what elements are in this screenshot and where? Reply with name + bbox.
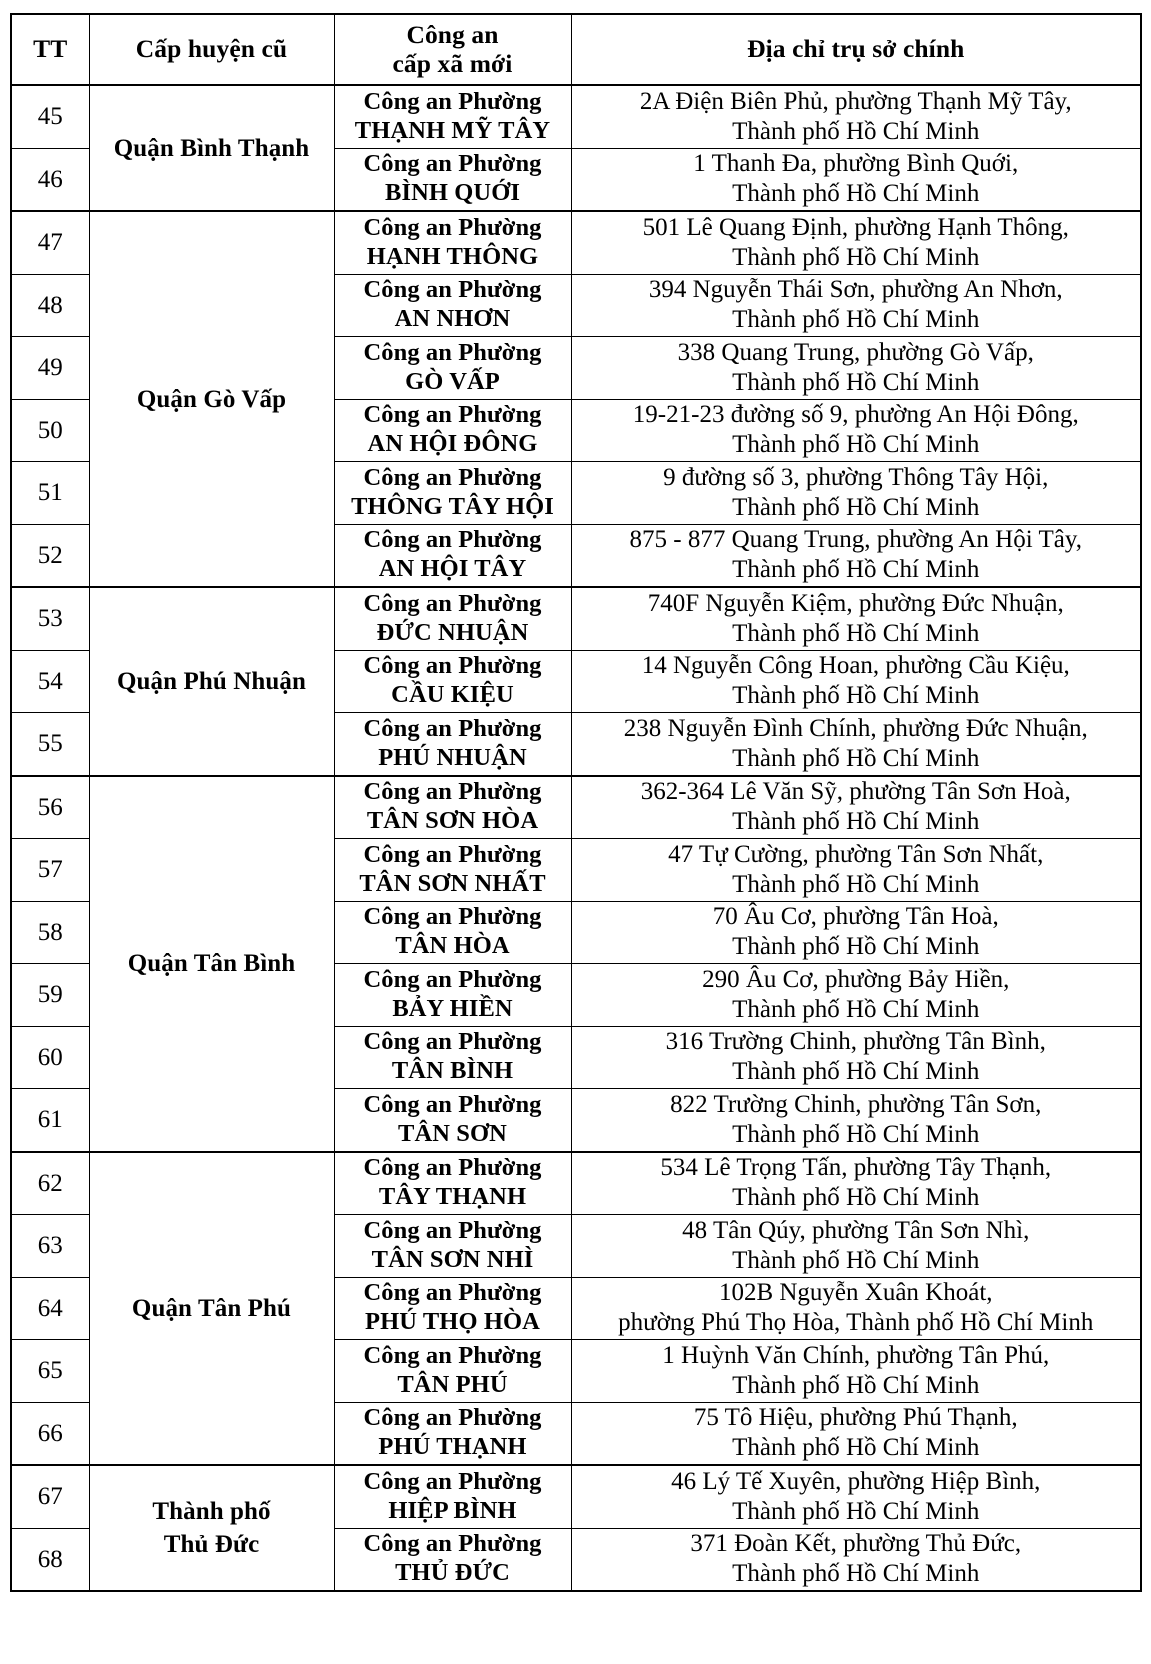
address-line: 14 Nguyễn Công Hoan, phường Cầu Kiệu, [641, 652, 1070, 680]
ward-name: TÂN SƠN [398, 1119, 507, 1147]
ward-name: TÂY THẠNH [378, 1183, 527, 1211]
address-line: phường Phú Thọ Hòa, Thành phố Hồ Chí Minh [618, 1309, 1094, 1337]
ward-name: TÂN SƠN NHẤT [359, 869, 546, 897]
cell-address [571, 1026, 1141, 1089]
address-line: Thành phố Hồ Chí Minh [732, 431, 980, 459]
cell-tt: 66 [11, 1402, 89, 1465]
district-line: Thủ Đức [163, 1531, 260, 1558]
ward-prefix: Công an Phường [363, 652, 542, 680]
ward-prefix: Công an Phường [363, 1154, 542, 1182]
cell-address [571, 399, 1141, 462]
address-line: Thành phố Hồ Chí Minh [732, 1371, 980, 1399]
cell-ward-new [334, 713, 571, 776]
district-line: Quận Phú Nhuận [117, 667, 306, 695]
column-header-tt: TT [11, 14, 89, 85]
cell-ward-new [334, 274, 571, 337]
address-line: Thành phố Hồ Chí Minh [732, 180, 980, 208]
cell-address [571, 274, 1141, 337]
address-line: Thành phố Hồ Chí Minh [732, 1497, 980, 1525]
cell-address [571, 148, 1141, 211]
cell-tt: 67 [11, 1465, 89, 1528]
address-line: 316 Trường Chinh, phường Tân Bình, [665, 1028, 1046, 1056]
cell-address [571, 337, 1141, 400]
cell-address [571, 901, 1141, 964]
cell-ward-new [334, 1402, 571, 1465]
cell-tt: 54 [11, 650, 89, 713]
cell-ward-new [334, 1026, 571, 1089]
address-line: Thành phố Hồ Chí Minh [732, 870, 980, 898]
cell-address [571, 1089, 1141, 1152]
ward-prefix: Công an Phường [363, 1341, 542, 1369]
ward-name: HIỆP BÌNH [388, 1496, 517, 1524]
address-line: 1 Huỳnh Văn Chính, phường Tân Phú, [662, 1341, 1050, 1369]
cell-ward-new [334, 776, 571, 839]
ward-name: BẢY HIỀN [392, 994, 513, 1022]
address-line: 48 Tân Qúy, phường Tân Sơn Nhì, [682, 1216, 1030, 1244]
cell-district-old [89, 85, 334, 211]
district-line: Quận Gò Vấp [136, 385, 287, 413]
ward-prefix: Công an Phường [363, 840, 542, 868]
cell-tt: 65 [11, 1340, 89, 1403]
cell-tt: 62 [11, 1152, 89, 1215]
cell-tt: 56 [11, 776, 89, 839]
cell-tt: 51 [11, 462, 89, 525]
cell-address [571, 1152, 1141, 1215]
column-header-ward-new-line1: Công an [406, 19, 499, 49]
address-line: Thành phố Hồ Chí Minh [732, 1560, 980, 1588]
cell-ward-new [334, 211, 571, 274]
ward-prefix: Công an Phường [363, 1216, 542, 1244]
ward-prefix: Công an Phường [363, 1279, 542, 1307]
cell-ward-new [334, 85, 571, 148]
address-line: Thành phố Hồ Chí Minh [732, 1184, 980, 1212]
ward-prefix: Công an Phường [363, 1467, 542, 1495]
address-line: 238 Nguyễn Đình Chính, phường Đức Nhuận, [623, 714, 1088, 742]
cell-address [571, 713, 1141, 776]
cell-ward-new [334, 1465, 571, 1528]
address-line: 9 đường số 3, phường Thông Tây Hội, [663, 463, 1049, 491]
address-line: Thành phố Hồ Chí Minh [732, 744, 980, 772]
cell-address [571, 650, 1141, 713]
district-line: Thành phố [152, 1498, 271, 1525]
cell-ward-new [334, 1089, 571, 1152]
address-line: 290 Âu Cơ, phường Bảy Hiền, [702, 965, 1010, 993]
cell-ward-new [334, 1277, 571, 1340]
cell-tt: 57 [11, 839, 89, 902]
cell-address [571, 85, 1141, 148]
table-header [11, 14, 1141, 85]
cell-tt: 68 [11, 1528, 89, 1591]
cell-ward-new [334, 148, 571, 211]
ward-prefix: Công an Phường [363, 150, 542, 178]
cell-address [571, 839, 1141, 902]
address-line: 875 - 877 Quang Trung, phường An Hội Tây, [629, 526, 1082, 554]
ward-prefix: Công an Phường [363, 1028, 542, 1056]
ward-name: TÂN SƠN NHÌ [371, 1245, 534, 1273]
cell-tt: 45 [11, 85, 89, 148]
address-line: Thành phố Hồ Chí Minh [732, 933, 980, 961]
address-line: 46 Lý Tế Xuyên, phường Hiệp Bình, [671, 1467, 1041, 1495]
address-line: Thành phố Hồ Chí Minh [732, 619, 980, 647]
ward-name: CẦU KIỆU [391, 681, 514, 709]
police-station-table [10, 13, 1142, 1592]
address-line: Thành phố Hồ Chí Minh [732, 306, 980, 334]
address-line: 338 Quang Trung, phường Gò Vấp, [677, 338, 1034, 366]
ward-prefix: Công an Phường [363, 526, 542, 554]
ward-prefix: Công an Phường [363, 778, 542, 806]
address-line: Thành phố Hồ Chí Minh [732, 1058, 980, 1086]
table-row [11, 211, 1141, 274]
cell-ward-new [334, 1528, 571, 1591]
cell-district-old [89, 1152, 334, 1466]
cell-address [571, 964, 1141, 1027]
column-header-ward-new-line2: cấp xã mới [392, 48, 513, 78]
ward-name: PHÚ THỌ HÒA [365, 1308, 540, 1336]
table-body [11, 85, 1141, 1591]
cell-ward-new [334, 1340, 571, 1403]
ward-prefix: Công an Phường [363, 213, 542, 241]
address-line: 501 Lê Quang Định, phường Hạnh Thông, [642, 213, 1069, 241]
cell-tt: 60 [11, 1026, 89, 1089]
cell-address [571, 211, 1141, 274]
address-line: 371 Đoàn Kết, phường Thủ Đức, [690, 1530, 1022, 1558]
address-line: Thành phố Hồ Chí Minh [732, 1246, 980, 1274]
cell-address [571, 776, 1141, 839]
cell-tt: 53 [11, 587, 89, 650]
table-row [11, 1152, 1141, 1215]
column-header-ward-new [334, 14, 571, 85]
address-line: Thành phố Hồ Chí Minh [732, 117, 980, 145]
cell-ward-new [334, 587, 571, 650]
cell-address [571, 1277, 1141, 1340]
ward-name: AN HỘI TÂY [378, 555, 527, 583]
address-line: 47 Tự Cường, phường Tân Sơn Nhất, [668, 840, 1044, 868]
cell-ward-new [334, 399, 571, 462]
address-line: 19-21-23 đường số 9, phường An Hội Đông, [632, 401, 1079, 429]
cell-ward-new [334, 1215, 571, 1278]
ward-prefix: Công an Phường [363, 463, 542, 491]
ward-prefix: Công an Phường [363, 1090, 542, 1118]
cell-tt: 59 [11, 964, 89, 1027]
cell-address [571, 462, 1141, 525]
cell-ward-new [334, 839, 571, 902]
ward-name: TÂN SƠN HÒA [366, 807, 539, 835]
ward-prefix: Công an Phường [363, 1530, 542, 1558]
cell-tt: 46 [11, 148, 89, 211]
address-line: 75 Tô Hiệu, phường Phú Thạnh, [693, 1404, 1018, 1432]
ward-prefix: Công an Phường [363, 87, 542, 115]
address-line: Thành phố Hồ Chí Minh [732, 808, 980, 836]
cell-ward-new [334, 337, 571, 400]
address-line: 534 Lê Trọng Tấn, phường Tây Thạnh, [660, 1154, 1052, 1182]
cell-tt: 49 [11, 337, 89, 400]
address-line: Thành phố Hồ Chí Minh [732, 556, 980, 584]
cell-ward-new [334, 1152, 571, 1215]
cell-address [571, 524, 1141, 587]
ward-prefix: Công an Phường [363, 714, 542, 742]
address-line: 70 Âu Cơ, phường Tân Hoà, [712, 903, 999, 931]
ward-name: TÂN PHÚ [397, 1370, 508, 1398]
cell-address [571, 587, 1141, 650]
cell-district-old [89, 211, 334, 587]
ward-prefix: Công an Phường [363, 1404, 542, 1432]
district-line: Quận Bình Thạnh [113, 134, 310, 162]
address-line: 102B Nguyễn Xuân Khoát, [718, 1279, 993, 1307]
cell-ward-new [334, 964, 571, 1027]
ward-name: ĐỨC NHUẬN [376, 618, 529, 646]
district-line: Quận Tân Phú [131, 1294, 292, 1322]
header-row [11, 14, 1141, 85]
ward-prefix: Công an Phường [363, 903, 542, 931]
ward-name: AN HỘI ĐÔNG [367, 430, 538, 458]
address-line: 2A Điện Biên Phủ, phường Thạnh Mỹ Tây, [639, 87, 1072, 115]
address-line: Thành phố Hồ Chí Minh [732, 493, 980, 521]
cell-ward-new [334, 901, 571, 964]
address-line: 740F Nguyễn Kiệm, phường Đức Nhuận, [647, 589, 1064, 617]
address-line: 362-364 Lê Văn Sỹ, phường Tân Sơn Hoà, [640, 778, 1071, 806]
ward-name: TÂN BÌNH [391, 1057, 514, 1085]
address-line: Thành phố Hồ Chí Minh [732, 1434, 980, 1462]
ward-name: GÒ VẤP [405, 367, 500, 395]
cell-tt: 52 [11, 524, 89, 587]
address-line: Thành phố Hồ Chí Minh [732, 1120, 980, 1148]
table-row [11, 85, 1141, 148]
column-header-district-old: Cấp huyện cũ [89, 14, 334, 85]
cell-tt: 63 [11, 1215, 89, 1278]
table-row [11, 776, 1141, 839]
ward-name: TÂN HÒA [395, 932, 510, 960]
address-line: Thành phố Hồ Chí Minh [732, 682, 980, 710]
cell-ward-new [334, 524, 571, 587]
address-line: Thành phố Hồ Chí Minh [732, 995, 980, 1023]
table-row [11, 1465, 1141, 1528]
cell-tt: 55 [11, 713, 89, 776]
district-line: Quận Tân Bình [127, 950, 296, 977]
cell-tt: 48 [11, 274, 89, 337]
ward-prefix: Công an Phường [363, 338, 542, 366]
ward-name: AN NHƠN [394, 305, 511, 333]
cell-district-old [89, 1465, 334, 1591]
cell-address [571, 1340, 1141, 1403]
cell-address [571, 1215, 1141, 1278]
address-line: 394 Nguyễn Thái Sơn, phường An Nhơn, [648, 276, 1063, 304]
cell-district-old [89, 776, 334, 1152]
address-line: 822 Trường Chinh, phường Tân Sơn, [670, 1090, 1042, 1118]
address-line: Thành phố Hồ Chí Minh [732, 243, 980, 271]
cell-address [571, 1528, 1141, 1591]
ward-prefix: Công an Phường [363, 965, 542, 993]
address-line: 1 Thanh Đa, phường Bình Quới, [693, 150, 1019, 178]
ward-name: HẠNH THÔNG [366, 242, 539, 270]
cell-tt: 47 [11, 211, 89, 274]
ward-prefix: Công an Phường [363, 589, 542, 617]
table-row [11, 587, 1141, 650]
cell-tt: 61 [11, 1089, 89, 1152]
cell-ward-new [334, 462, 571, 525]
cell-district-old [89, 587, 334, 776]
column-header-address: Địa chỉ trụ sở chính [571, 14, 1141, 85]
ward-prefix: Công an Phường [363, 276, 542, 304]
ward-name: THÔNG TÂY HỘI [351, 492, 554, 520]
address-line: Thành phố Hồ Chí Minh [732, 368, 980, 396]
cell-tt: 58 [11, 901, 89, 964]
ward-name: PHÚ NHUẬN [378, 743, 527, 771]
ward-name: THẠNH MỸ TÂY [354, 116, 551, 144]
ward-name: BÌNH QUỚI [385, 179, 520, 207]
cell-address [571, 1402, 1141, 1465]
cell-address [571, 1465, 1141, 1528]
cell-tt: 64 [11, 1277, 89, 1340]
cell-ward-new [334, 650, 571, 713]
ward-prefix: Công an Phường [363, 401, 542, 429]
cell-tt: 50 [11, 399, 89, 462]
ward-name: THỦ ĐỨC [395, 1559, 510, 1587]
ward-name: PHÚ THẠNH [378, 1433, 527, 1461]
